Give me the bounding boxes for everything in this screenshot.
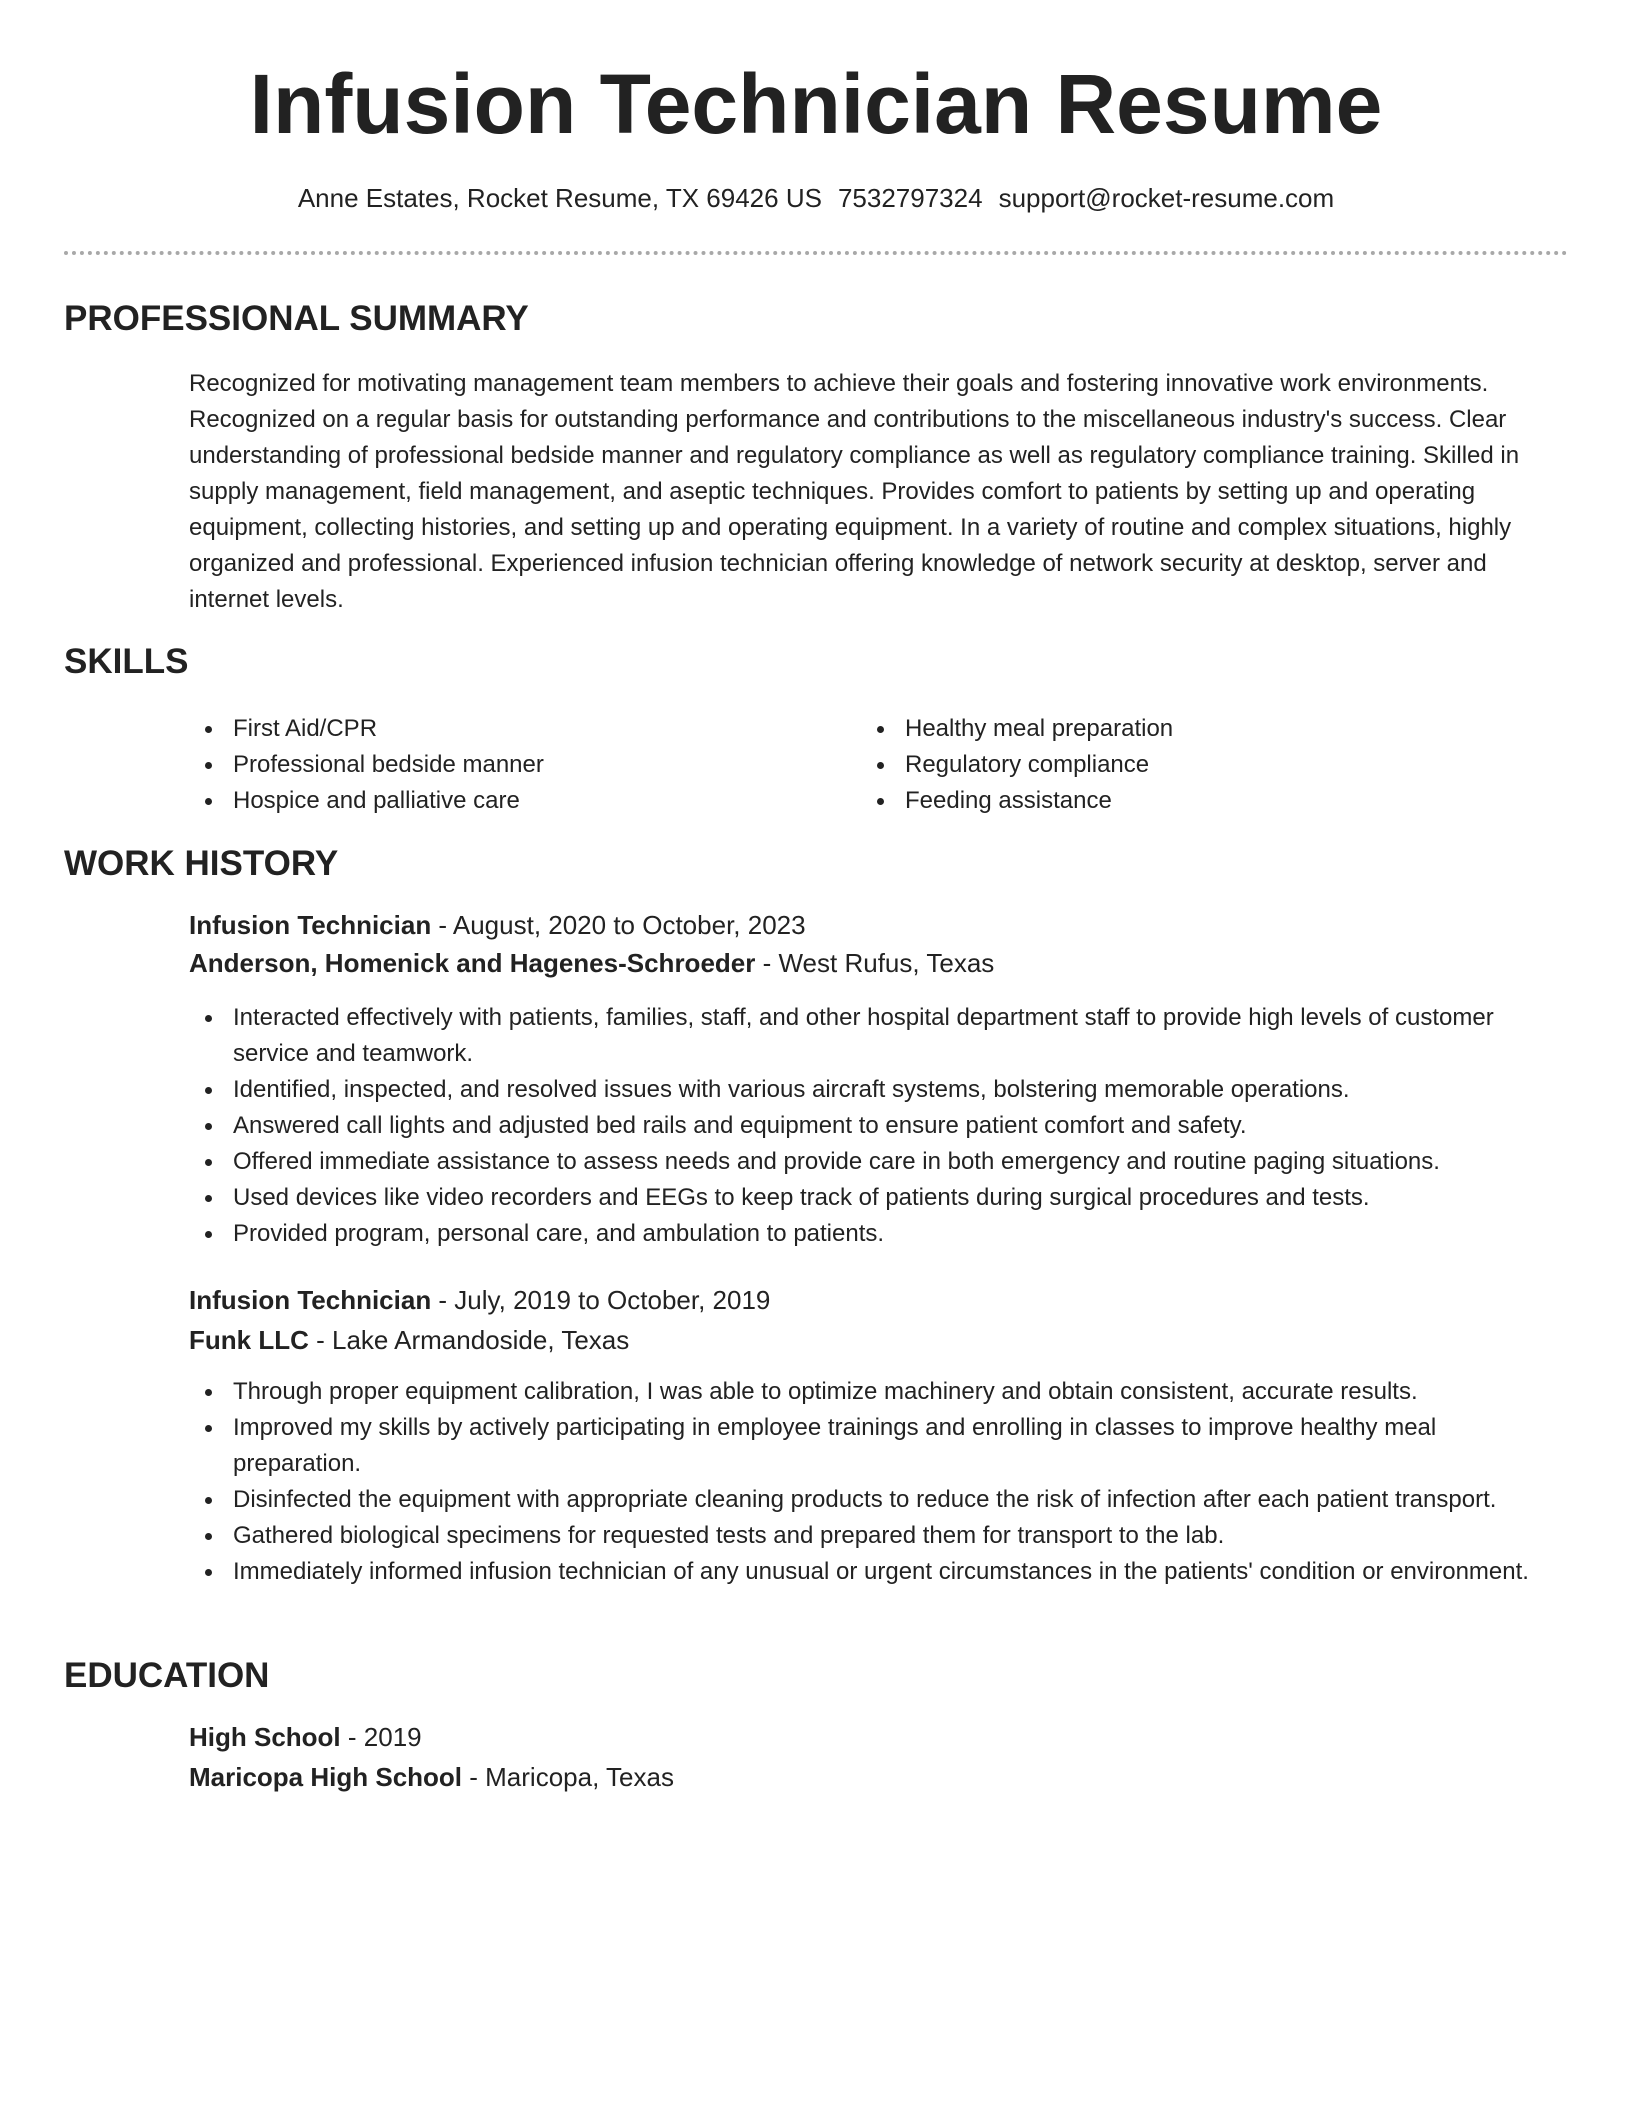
skill-item: Professional bedside manner	[189, 747, 829, 783]
summary-text: Recognized for motivating management team members to achieve their goals and fostering innovative work environments. Recognized on a regular basis for outstanding performance and contributions to the miscellaneous industry's success. Clear understanding of professional bedside manner and regulatory compliance as well as regulatory compliance training. Skilled in supply management, field management, and aseptic techniques. Provides comfort to patients by setting up and operating equipment, collecting histories, and setting up and operating equipment. In a variety of routine and complex situations, highly organized and professional. Experienced infusion technician offering knowledge of network security at desktop, server and internet levels.	[189, 370, 1520, 613]
skills-list-left	[189, 711, 829, 819]
job-bullet: Gathered biological specimens for requested tests and prepared them for transport to the lab.	[189, 1518, 1569, 1554]
header-divider	[64, 251, 1568, 255]
skill-item: First Aid/CPR	[189, 711, 829, 747]
job-bullet: Offered immediate assistance to assess needs and provide care in both emergency and routine paging situations.	[189, 1144, 1569, 1180]
job-title-line	[189, 907, 806, 943]
job-location: - West Rufus, Texas	[755, 948, 995, 978]
job-bullet: Identified, inspected, and resolved issues with various aircraft systems, bolstering memorable operations.	[189, 1072, 1569, 1108]
job-location: - Lake Armandoside, Texas	[308, 1325, 630, 1355]
job-company-line	[189, 945, 994, 981]
job-dates: - July, 2019 to October, 2019	[431, 1285, 771, 1315]
job-company-line	[189, 1322, 629, 1358]
skills-heading: SKILLS	[64, 642, 189, 681]
job-bullet: Answered call lights and adjusted bed rails and equipment to ensure patient comfort and safety.	[189, 1108, 1569, 1144]
contact-line	[0, 180, 1632, 216]
job-bullet: Provided program, personal care, and ambulation to patients.	[189, 1216, 1569, 1252]
job-bullets	[189, 1000, 1569, 1252]
job-bullet: Disinfected the equipment with appropriate cleaning products to reduce the risk of infection after each patient transport.	[189, 1482, 1569, 1518]
job-bullets	[189, 1374, 1569, 1590]
education-year: - 2019	[340, 1722, 422, 1752]
job-title-line	[189, 1282, 770, 1318]
skill-item: Feeding assistance	[861, 783, 1561, 819]
skill-item: Healthy meal preparation	[861, 711, 1561, 747]
job-bullet: Through proper equipment calibration, I was able to optimize machinery and obtain consistent, accurate results.	[189, 1374, 1569, 1410]
education-heading: EDUCATION	[64, 1656, 270, 1695]
job-dates: - August, 2020 to October, 2023	[431, 910, 806, 940]
job-bullet: Improved my skills by actively participating in employee trainings and enrolling in classes to improve healthy meal preparation.	[189, 1410, 1569, 1482]
contact-phone: 7532797324	[837, 183, 983, 213]
work-heading: WORK HISTORY	[64, 844, 339, 883]
skill-item: Regulatory compliance	[861, 747, 1561, 783]
job-company: Anderson, Homenick and Hagenes-Schroeder	[189, 948, 756, 978]
job-bullet: Interacted effectively with patients, families, staff, and other hospital department staff to provide high levels of customer service and teamwork.	[189, 1000, 1569, 1072]
resume-title: Infusion Technician Resume	[249, 57, 1383, 151]
education-degree: High School	[189, 1722, 341, 1752]
job-title: Infusion Technician	[189, 1285, 432, 1315]
education-school-line	[189, 1759, 674, 1795]
education-school: Maricopa High School	[189, 1762, 463, 1792]
job-company: Funk LLC	[189, 1325, 309, 1355]
education-degree-line	[189, 1719, 422, 1755]
job-bullet: Immediately informed infusion technician of any unusual or urgent circumstances in the patients' condition or environment.	[189, 1554, 1569, 1590]
skill-item: Hospice and palliative care	[189, 783, 829, 819]
education-location: - Maricopa, Texas	[462, 1762, 674, 1792]
job-title: Infusion Technician	[189, 910, 432, 940]
contact-email: support@rocket-resume.com	[998, 183, 1335, 213]
skills-list-right	[861, 711, 1561, 819]
contact-address: Anne Estates, Rocket Resume, TX 69426 US	[297, 183, 822, 213]
summary-heading: PROFESSIONAL SUMMARY	[64, 299, 529, 338]
job-bullet: Used devices like video recorders and EEGs to keep track of patients during surgical procedures and tests.	[189, 1180, 1569, 1216]
